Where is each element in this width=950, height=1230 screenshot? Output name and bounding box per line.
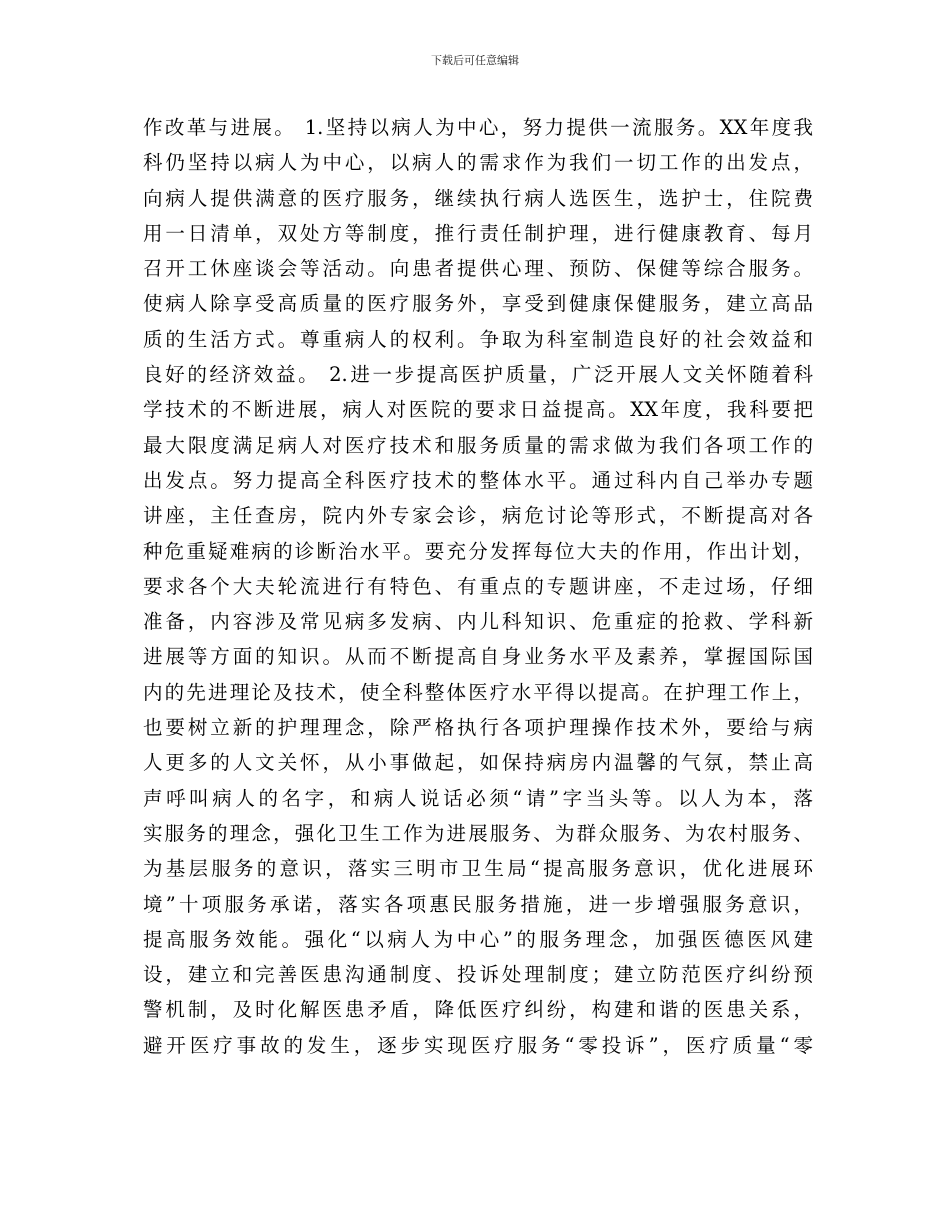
text-line: 作改革与进展。 1.坚持以病人为中心，努力提供一流服务。XX年度我 — [143, 116, 813, 139]
text-line: 进展等方面的知识。从而不断提高自身业务水平及素养，掌握国际国 — [143, 645, 813, 669]
text-line: 种危重疑难病的诊断治水平。要充分发挥每位大夫的作用，作出计划， — [143, 539, 813, 563]
text-line: 良好的经济效益。 2.进一步提高医护质量，广泛开展人文关怀随着科 — [143, 363, 813, 387]
text-line: 质的生活方式。尊重病人的权利。争取为科室制造良好的社会效益和 — [143, 327, 813, 351]
text-line: 境”十项服务承诺，落实各项惠民服务措施，进一步增强服务意识， — [143, 892, 813, 916]
text-line: 用一日清单，双处方等制度，推行责任制护理，进行健康教育、每月 — [143, 221, 813, 245]
text-line: 科仍坚持以病人为中心，以病人的需求作为我们一切工作的出发点， — [143, 151, 813, 175]
text-line: 警机制，及时化解医患矛盾，降低医疗纠纷，构建和谐的医患关系， — [143, 998, 813, 1022]
text-line: 避开医疗事故的发生，逐步实现医疗服务“零投诉”，医疗质量“零 — [143, 1033, 813, 1057]
text-line: 要求各个大夫轮流进行有特色、有重点的专题讲座，不走过场，仔细 — [143, 574, 813, 598]
text-line: 向病人提供满意的医疗服务，继续执行病人选医生，选护士，住院费 — [143, 186, 813, 210]
text-line: 也要树立新的护理理念，除严格执行各项护理操作技术外，要给与病 — [143, 716, 813, 740]
text-line: 声呼叫病人的名字，和病人说话必须“请”字当头等。以人为本，落 — [143, 786, 813, 810]
body-text — [143, 110, 813, 1063]
text-line: 讲座，主任查房，院内外专家会诊，病危讨论等形式，不断提高对各 — [143, 504, 813, 528]
text-line: 设，建立和完善医患沟通制度、投诉处理制度；建立防范医疗纠纷预 — [143, 963, 813, 987]
text-line: 人更多的人文关怀，从小事做起，如保持病房内温馨的气氛，禁止高 — [143, 751, 813, 775]
text-line: 准备，内容涉及常见病多发病、内儿科知识、危重症的抢救、学科新 — [143, 610, 813, 634]
text-line: 提高服务效能。强化“以病人为中心”的服务理念，加强医德医风建 — [143, 927, 813, 951]
text-line: 为基层服务的意识，落实三明市卫生局“提高服务意识，优化进展环 — [143, 857, 813, 881]
text-line: 出发点。努力提高全科医疗技术的整体水平。通过科内自己举办专题 — [143, 468, 813, 492]
text-line: 学技术的不断进展，病人对医院的要求日益提高。XX年度，我科要把 — [143, 398, 813, 422]
text-line: 最大限度满足病人对医疗技术和服务质量的需求做为我们各项工作的 — [143, 433, 813, 457]
text-line: 使病人除享受高质量的医疗服务外，享受到健康保健服务，建立高品 — [143, 292, 813, 316]
text-line: 召开工休座谈会等活动。向患者提供心理、预防、保健等综合服务。 — [143, 257, 813, 281]
page-header: 下载后可任意编辑 — [431, 54, 519, 67]
text-line: 内的先进理论及技术，使全科整体医疗水平得以提高。在护理工作上， — [143, 680, 813, 704]
text-line: 实服务的理念，强化卫生工作为进展服务、为群众服务、为农村服务、 — [143, 821, 813, 845]
